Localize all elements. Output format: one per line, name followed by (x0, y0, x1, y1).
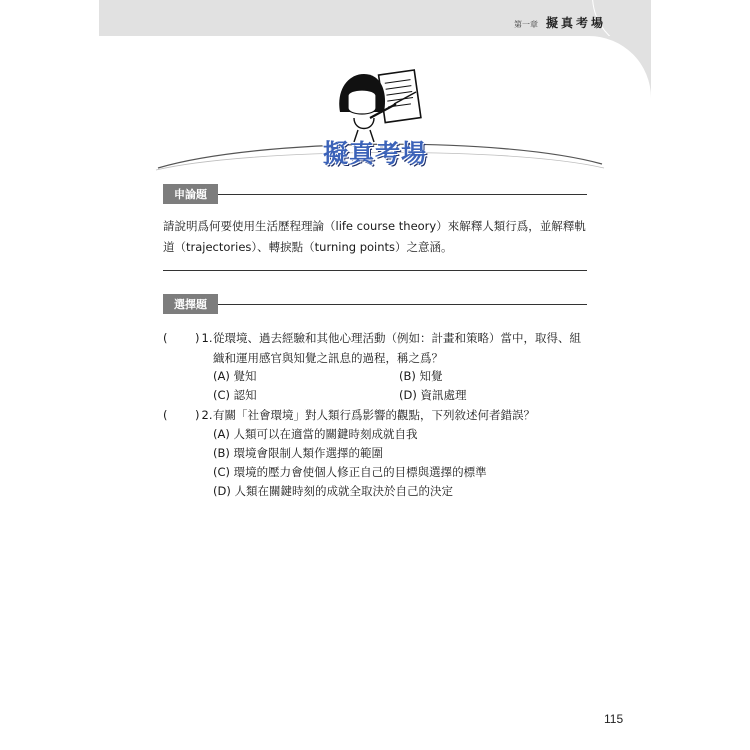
answer-blank-close: ) 1. (195, 331, 213, 345)
essay-section-label: 申論題 (163, 184, 218, 204)
essay-section-rule (218, 194, 587, 195)
mcq-section-rule (218, 304, 587, 305)
option-a: (A) 人類可以在適當的關鍵時刻成就自我 (213, 427, 418, 441)
answer-blank-close: ) 2. (195, 408, 213, 422)
question-number: 2. (201, 408, 213, 422)
option-b: (B) 知覺 (399, 369, 443, 383)
option-a: (A) 覺知 (213, 369, 257, 383)
running-head (514, 14, 606, 31)
banner-title: 擬真考場 (322, 139, 427, 168)
option-d: (D) 資訊處理 (399, 388, 467, 402)
mcq-section-label: 選擇題 (163, 294, 218, 314)
running-head-title: 擬真考場 (545, 16, 606, 30)
option-c: (C) 認知 (213, 388, 257, 402)
question-stem: 有關「社會環境」對人類行爲影響的觀點，下列敘述何者錯誤？ (213, 408, 535, 422)
question-stem: 從環境、過去經驗和其他心理活動（例如：計畫和策略）當中，取得、組織和運用感官與知覺之訊息的過程，稱之爲？ (213, 331, 581, 365)
page-number: 115 (604, 712, 624, 726)
answer-blank-open: ( (163, 408, 168, 422)
option-b: (B) 環境會限制人類作選擇的範圍 (213, 446, 384, 460)
running-head-chapter: 第一章 (513, 20, 538, 29)
option-c: (C) 環境的壓力會使個人修正自己的目標與選擇的標準 (213, 465, 487, 479)
essay-question-text: 請說明爲何要使用生活歷程理論（life course theory）來解釋人類行爲，並解釋軌道（trajectories）、轉捩點（turning points）之意涵。 (163, 219, 586, 254)
question-1 (163, 328, 593, 370)
question-2 (163, 405, 593, 425)
essay-end-rule (163, 270, 587, 271)
question-number: 1. (201, 331, 213, 345)
option-d: (D) 人類在關鍵時刻的成就全取決於自己的決定 (213, 484, 453, 498)
answer-blank-open: ( (163, 331, 168, 345)
